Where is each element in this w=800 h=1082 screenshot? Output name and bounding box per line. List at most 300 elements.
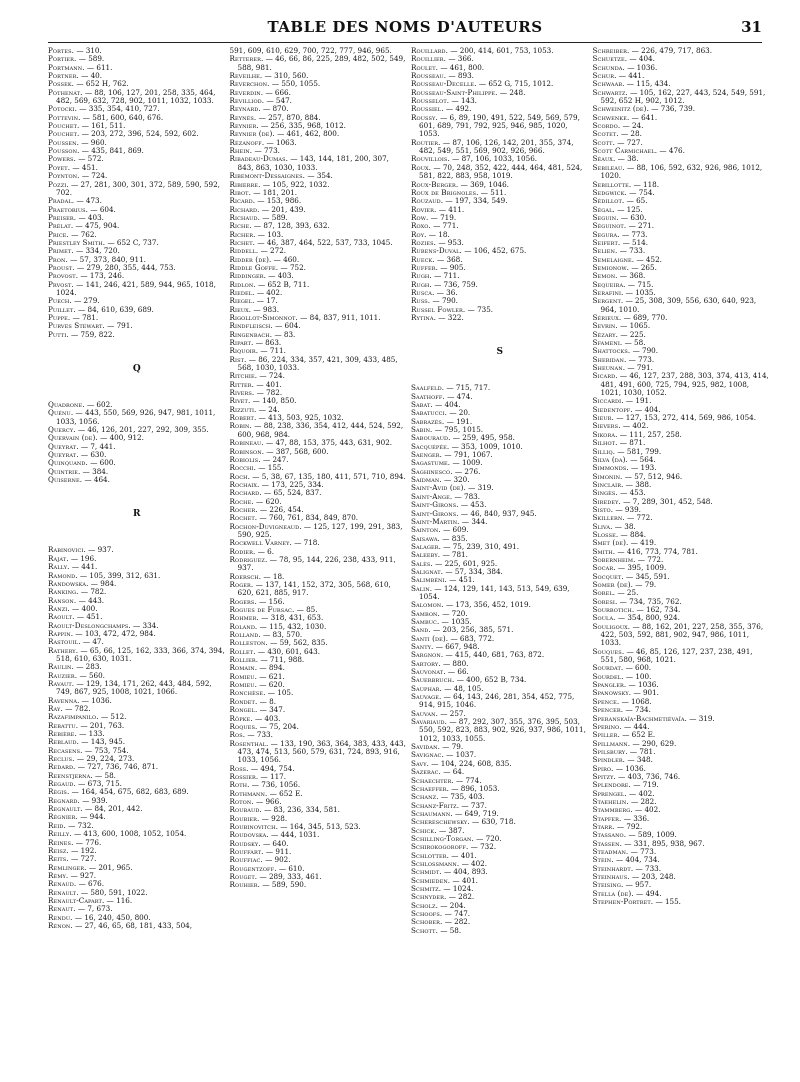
author-name: Purves Stewart. bbox=[48, 321, 105, 331]
index-entry bbox=[48, 922, 226, 930]
page-references: — 88, 238, 336, 354, 412, 444, 524, 592, 600, 968, 984. bbox=[237, 421, 404, 439]
author-name: Schwenke. bbox=[592, 112, 630, 122]
author-name: Steising. bbox=[592, 880, 624, 890]
index-entry bbox=[411, 927, 589, 935]
page-references: — 27, 46, 65, 68, 181, 433, 504, bbox=[75, 920, 193, 930]
page-references: — 781. bbox=[629, 746, 656, 756]
author-name: Rodier. bbox=[229, 546, 256, 556]
page-references: — 944. bbox=[80, 812, 106, 822]
page-references: — 164, 345, 513, 523. bbox=[280, 821, 361, 831]
page-references: — 38. bbox=[614, 521, 636, 531]
author-name: Pron. bbox=[48, 254, 68, 264]
page-references: — 773. bbox=[630, 847, 657, 856]
author-name: Rouffart. bbox=[229, 847, 264, 856]
author-name: Spence. bbox=[592, 696, 620, 706]
page-references: — 16, 240, 450, 800. bbox=[74, 912, 151, 922]
author-name: Raoult-Deslongchamps. bbox=[48, 620, 131, 630]
index-entry bbox=[411, 693, 589, 710]
author-name: Razafimpanilo. bbox=[48, 712, 99, 722]
page-references: — 196. bbox=[70, 553, 97, 563]
page-references: — 589, 1009. bbox=[628, 830, 677, 840]
author-name: Soula. bbox=[592, 613, 616, 623]
page-references: — 1037. bbox=[446, 750, 477, 760]
page-references: — 164, 454, 675, 682, 683, 689. bbox=[71, 787, 189, 797]
page-references: — 727. bbox=[617, 137, 643, 147]
author-name: Sagastume. bbox=[411, 458, 451, 468]
author-name: Provost. bbox=[48, 271, 79, 281]
page-references: — 752. bbox=[280, 262, 306, 272]
author-name: Semon. bbox=[592, 271, 618, 281]
author-name: Reynès. bbox=[229, 112, 257, 122]
page-title: TABLE DES NOMS D'AUTEURS bbox=[267, 18, 543, 36]
author-name: Reisz. bbox=[48, 845, 69, 855]
author-name: Ripart. bbox=[229, 338, 254, 348]
page-references: — 46, 126, 201, 227, 292, 309, 355. bbox=[77, 425, 209, 435]
page-references: — 415, 440, 681, 763, 872. bbox=[445, 650, 545, 660]
author-name: Sabat. bbox=[411, 400, 433, 410]
page-references: — 771. bbox=[433, 221, 459, 231]
author-name: Rondet. bbox=[229, 696, 258, 706]
author-name: Prvost. bbox=[48, 279, 74, 289]
page-references: — 451. bbox=[76, 612, 103, 622]
author-name: Selien. bbox=[592, 246, 618, 256]
author-name: Roubaud. bbox=[229, 805, 262, 815]
author-name: Rastouil. bbox=[48, 637, 81, 647]
author-name: Roulet. bbox=[411, 62, 439, 72]
author-name: Saint-Martin. bbox=[411, 516, 460, 526]
author-name: Spilsbury. bbox=[592, 746, 628, 756]
author-name: Saisawa. bbox=[411, 533, 440, 543]
page-number: 31 bbox=[741, 18, 762, 36]
author-name: Sargnon. bbox=[411, 650, 444, 660]
page-references: — 57, 512, 946. bbox=[624, 471, 683, 481]
page-references: — 564. bbox=[630, 454, 656, 464]
page-references: — 366. bbox=[448, 54, 474, 64]
page-references: — 937. bbox=[88, 545, 114, 555]
page-references: — 640. bbox=[262, 838, 289, 848]
page-references: — 589. bbox=[78, 54, 105, 64]
page-references: — 905. bbox=[440, 262, 466, 272]
author-name: Portner. bbox=[48, 71, 79, 81]
page-references: — 59, 562, 835. bbox=[270, 638, 328, 648]
page-references: — 762. bbox=[71, 229, 97, 239]
page-references: — 451. bbox=[72, 162, 98, 172]
index-entry bbox=[48, 647, 226, 664]
author-name: Schmidt. bbox=[411, 867, 442, 877]
author-name: Sédillot. bbox=[592, 196, 625, 206]
author-name: Sequeira. bbox=[592, 279, 626, 289]
page-references: — 310, 560. bbox=[264, 71, 309, 81]
author-name: Schmieden. bbox=[411, 875, 451, 885]
author-name: Potocki. bbox=[48, 104, 77, 114]
author-name: Saidman. bbox=[411, 475, 442, 485]
page-references: — 724. bbox=[259, 371, 285, 381]
index-entry bbox=[48, 680, 226, 697]
author-name: Stein. bbox=[592, 855, 614, 865]
page-references: — 7, 441. bbox=[80, 441, 116, 451]
page-references: — 403, 736, 746. bbox=[618, 771, 681, 781]
page-references: — 322. bbox=[438, 313, 464, 322]
page-references: — 400, 652 B, 734. bbox=[456, 675, 527, 685]
page-references: — 400, 912. bbox=[100, 433, 144, 443]
page-references: — 331, 895, 938, 967. bbox=[624, 838, 705, 848]
author-name: Rouffiac. bbox=[229, 855, 263, 865]
author-name: Rosenthal. bbox=[229, 738, 269, 748]
page-references: — 413, 600, 1008, 1052, 1054. bbox=[73, 829, 187, 839]
page-references: — 137, 141, 152, 372, 305, 568, 610, 620, 621, 885, 917. bbox=[237, 580, 391, 598]
author-name: Sieur. bbox=[592, 413, 614, 423]
page-references: — 25. bbox=[617, 588, 639, 598]
page-references: — 430, 601, 643. bbox=[257, 646, 320, 656]
index-entry bbox=[411, 164, 589, 181]
page-references: — 84, 610, 639, 689. bbox=[78, 304, 154, 314]
author-name: Prélat. bbox=[48, 221, 74, 231]
author-name: Renault-Capart. bbox=[48, 895, 105, 905]
page-references: — 719. bbox=[633, 780, 659, 790]
page-references: — 939. bbox=[615, 504, 641, 514]
author-name: Salin. bbox=[411, 583, 433, 593]
page-references: — 737. bbox=[461, 800, 487, 810]
page-references: — 572. bbox=[78, 154, 104, 164]
index-entry bbox=[593, 648, 771, 665]
author-name: Roy. bbox=[411, 229, 427, 239]
page-references: — 783. bbox=[454, 491, 481, 501]
page-references: — 404, 734. bbox=[615, 855, 660, 865]
page-references: — 547. bbox=[266, 96, 292, 106]
index-entry bbox=[48, 181, 226, 198]
author-name: Sfameni. bbox=[592, 338, 623, 348]
page-references: — 200, 414, 601, 753, 1053. bbox=[450, 46, 554, 55]
author-name: Schanz. bbox=[411, 792, 439, 802]
author-name: Sisto. bbox=[592, 504, 614, 514]
page-references: 591, 609, 610, 629, 700, 722, 777, 946, 965. bbox=[229, 46, 392, 55]
page-references: — 474. bbox=[447, 391, 473, 401]
author-name: Sand. bbox=[411, 625, 431, 635]
author-name: Saint-Ange. bbox=[411, 491, 453, 501]
author-name: Rhein. bbox=[229, 146, 253, 156]
author-name: Renault. bbox=[48, 887, 79, 897]
page-references: — 84, 201, 442. bbox=[85, 804, 143, 814]
page-references: — 83, 236, 334, 581. bbox=[264, 805, 340, 815]
page-references: — 630, 718. bbox=[471, 817, 516, 827]
author-name: Saalfeld. bbox=[411, 383, 445, 393]
author-name: Rendu. bbox=[48, 912, 73, 922]
page-references: — 413, 503, 925, 1032. bbox=[258, 413, 344, 423]
index-entry bbox=[411, 314, 589, 322]
page-references: — 453. bbox=[620, 488, 646, 498]
author-name: Revilliod. bbox=[229, 96, 265, 106]
index-entry bbox=[411, 139, 589, 156]
page-references: — 395, 1009. bbox=[617, 563, 667, 573]
page-references: — 47, 88, 153, 375, 443, 631, 902. bbox=[266, 438, 393, 448]
page-references: — 667, 948. bbox=[435, 642, 480, 651]
author-name: Pousson. bbox=[48, 146, 80, 156]
author-name: Riegel. bbox=[229, 296, 255, 306]
author-name: Roger. bbox=[229, 580, 254, 589]
author-name: Scott. bbox=[592, 137, 615, 147]
author-name: Schereschewsky. bbox=[411, 817, 470, 827]
author-name: Rugh. bbox=[411, 279, 432, 289]
page-references: — 201, 439. bbox=[261, 204, 306, 214]
author-name: Souques. bbox=[592, 646, 625, 656]
page-references: — 344. bbox=[461, 516, 488, 526]
author-name: Pozzi. bbox=[48, 179, 69, 189]
index-entry bbox=[48, 281, 226, 298]
author-name: Sliva. bbox=[592, 521, 613, 531]
author-name: Ritter. bbox=[229, 379, 255, 389]
author-name: Quiserne. bbox=[48, 475, 83, 485]
page-references: — 1068. bbox=[621, 696, 652, 706]
author-name: Spanowsky. bbox=[592, 688, 632, 698]
author-name: Richard. bbox=[229, 204, 260, 214]
page-references: — 927. bbox=[70, 870, 97, 880]
author-name: Sikora. bbox=[592, 429, 618, 439]
author-name: Riquoir. bbox=[229, 346, 259, 356]
author-name: Sprengel. bbox=[592, 788, 627, 798]
page-references: — 602. bbox=[86, 400, 113, 410]
page-references: — 581, 799. bbox=[617, 446, 662, 456]
page-references: — 271. bbox=[628, 221, 655, 231]
page-references: — 124, 129, 141, 143, 513, 549, 639, 1054. bbox=[419, 583, 570, 601]
author-name: Sourdat. bbox=[592, 663, 624, 673]
author-name: Scholz. bbox=[411, 900, 438, 910]
page-references: — 649, 719. bbox=[455, 808, 499, 818]
page-references: — 760, 761, 834, 849, 870. bbox=[259, 513, 359, 523]
author-name: Rochet. bbox=[229, 513, 258, 523]
author-name: Schanz-Fritz. bbox=[411, 800, 460, 810]
page-references: — 791, 1067. bbox=[444, 450, 493, 460]
page-references: — 401. bbox=[452, 875, 478, 885]
author-name: Simonin. bbox=[592, 471, 623, 481]
page-references: — 58. bbox=[440, 925, 462, 935]
author-name: Quinquand. bbox=[48, 458, 88, 468]
author-name: Silliq. bbox=[592, 446, 616, 456]
page-references: — 580, 591, 1022. bbox=[80, 887, 148, 897]
page-references: — 116. bbox=[106, 895, 133, 905]
page-references: — 272. bbox=[260, 246, 287, 256]
author-name: Schaumann. bbox=[411, 808, 453, 818]
author-name: Savignac. bbox=[411, 750, 444, 760]
author-name: Reilly. bbox=[48, 829, 72, 839]
author-name: Ranking. bbox=[48, 587, 79, 597]
page-references: — 368. bbox=[619, 271, 646, 281]
page-references: — 247. bbox=[262, 454, 289, 464]
author-name: Savariaud. bbox=[411, 717, 448, 727]
author-name: Schweinitz (de). bbox=[592, 104, 649, 114]
author-name: Robiolis. bbox=[229, 454, 261, 464]
page-references: — 75, 239, 310, 491. bbox=[443, 541, 520, 551]
page-references: — 1036. bbox=[628, 680, 659, 690]
page-references: — 84, 837, 911, 1011. bbox=[300, 313, 381, 322]
page-references: — 734, 735, 762. bbox=[619, 596, 682, 606]
page-references: — 444. bbox=[624, 721, 650, 731]
page-references: — 727, 736, 746, 871. bbox=[77, 762, 159, 772]
author-name: Schick. bbox=[411, 825, 437, 835]
author-name: Ronchèse. bbox=[229, 688, 266, 698]
page-references: — 773. bbox=[254, 146, 280, 156]
page-references: — 70, 248, 352, 422, 444, 464, 481, 524, 581, 822, 883, 958, 1019. bbox=[419, 162, 583, 181]
page-references: — 476. bbox=[659, 146, 685, 156]
page-references: — 46, 127, 237, 288, 303, 374, 413, 414, 481, 491, 600, 725, 794, 925, 982, 1008, 1021, 1030, 1052. bbox=[600, 371, 769, 398]
page-references: — 443. bbox=[78, 595, 105, 605]
index-entry bbox=[593, 372, 771, 397]
author-name: Smet (de). bbox=[592, 538, 629, 548]
author-name: Rally. bbox=[48, 562, 70, 572]
author-name: Ramond. bbox=[48, 570, 78, 580]
author-name: Schuetze. bbox=[592, 54, 628, 64]
page-references: — 193. bbox=[631, 463, 657, 473]
page-references: — 402. bbox=[629, 788, 655, 798]
author-name: Rolleston. bbox=[229, 638, 268, 648]
page-references: — 475, 904. bbox=[75, 221, 120, 231]
author-name: Sievers. bbox=[592, 421, 621, 431]
author-name: Roussy. bbox=[411, 112, 438, 122]
index-entry bbox=[48, 89, 226, 106]
author-name: Schoofs. bbox=[411, 909, 443, 918]
page-references: — 666. bbox=[265, 87, 291, 97]
author-name: Powers. bbox=[48, 154, 76, 164]
author-name: Sabrazès. bbox=[411, 416, 445, 426]
page-references: — 404, 893. bbox=[443, 867, 488, 877]
page-references: — 353, 1009, 1010. bbox=[451, 441, 523, 451]
page-references: — 289, 333, 461. bbox=[259, 872, 322, 882]
page-references: — 600. bbox=[90, 458, 116, 468]
author-name: Sauvonat. bbox=[411, 667, 446, 677]
page-references: — 85. bbox=[296, 605, 318, 615]
page-references: — 727. bbox=[70, 854, 97, 864]
author-name: Proust. bbox=[48, 262, 75, 272]
author-name: Sézary. bbox=[592, 329, 619, 339]
author-name: Schlotter. bbox=[411, 850, 449, 860]
page-references: — 773. bbox=[621, 229, 648, 239]
page-references: — 310. bbox=[76, 46, 102, 55]
author-name: Rollet. bbox=[229, 646, 256, 656]
author-name: Schilling-Torgan. bbox=[411, 833, 474, 843]
page-references: — 87, 106, 1033, 1056. bbox=[452, 154, 538, 164]
page-references: — 257. bbox=[440, 708, 466, 718]
author-name: Reynier (de). bbox=[229, 129, 275, 139]
author-name: Reines. bbox=[48, 837, 74, 847]
page-references: — 64, 143, 246, 281, 354, 452, 775, 914, 915, 1046. bbox=[419, 692, 575, 710]
author-name: Reveilhe. bbox=[229, 71, 263, 81]
page-references: — 403. bbox=[78, 212, 104, 222]
author-name: Portes. bbox=[48, 46, 75, 55]
page-references: — 1036. bbox=[615, 763, 646, 773]
index-column-1 bbox=[48, 47, 226, 935]
author-name: Richaud. bbox=[229, 212, 260, 222]
page-references: — 514. bbox=[622, 237, 649, 247]
page-references: — 57, 334, 384. bbox=[445, 566, 503, 576]
index-entry bbox=[230, 523, 408, 540]
author-name: Semelaigne. bbox=[592, 254, 635, 264]
author-name: Roche. bbox=[229, 496, 254, 506]
index-entry bbox=[230, 556, 408, 573]
page-references: — 863. bbox=[255, 338, 282, 348]
author-name: Sourdel. bbox=[592, 671, 624, 681]
page-references: — 734. bbox=[625, 705, 651, 715]
author-name: Segura. bbox=[592, 229, 620, 239]
author-name: Romieu. bbox=[229, 680, 257, 690]
author-name: Savidan. bbox=[411, 742, 440, 752]
author-name: Roubinovitch. bbox=[229, 821, 278, 831]
page-references: — 58. bbox=[624, 338, 646, 348]
page-references: — 86, 224, 334, 357, 421, 309, 433, 485, 568, 1030, 1033. bbox=[237, 354, 398, 373]
page-references: — 24. bbox=[258, 404, 280, 414]
page-references: — 966. bbox=[256, 796, 282, 806]
author-name: Poynton. bbox=[48, 171, 80, 181]
author-name: Speranskaïa-Bachmetiévaïa. bbox=[592, 713, 687, 723]
author-name: Roxo. bbox=[411, 221, 431, 231]
author-name: Portmann. bbox=[48, 62, 85, 72]
author-name: Robin. bbox=[229, 421, 252, 431]
page-references: — 24. bbox=[622, 121, 644, 131]
page-references: — 105, 922, 1032. bbox=[262, 179, 330, 189]
author-name: Spitzy. bbox=[592, 771, 616, 781]
author-name: Seifert. bbox=[592, 237, 621, 247]
page-references: — 652 C, 737. bbox=[107, 237, 159, 247]
author-name: Stassano. bbox=[592, 830, 627, 840]
page-references: — 29, 224, 273. bbox=[76, 754, 135, 764]
page-references: — 416, 773, 774, 781. bbox=[617, 546, 698, 556]
author-name: Rappin. bbox=[48, 628, 74, 638]
author-name: Schunda. bbox=[592, 62, 625, 72]
author-name: Steinhaus. bbox=[592, 872, 630, 882]
page-references: — 609. bbox=[443, 525, 469, 535]
author-name: Sorel. bbox=[592, 588, 616, 598]
author-name: Richer. bbox=[229, 229, 256, 239]
author-name: Schott. bbox=[411, 925, 438, 935]
page-references: — 795, 1015. bbox=[434, 425, 484, 435]
author-name: Romain. bbox=[229, 663, 258, 673]
page-references: — 411. bbox=[438, 204, 465, 214]
author-name: Saathoff. bbox=[411, 391, 445, 401]
author-name: Rubens-Duval. bbox=[411, 246, 462, 256]
page-references: — 791. bbox=[627, 363, 653, 373]
author-name: Riddle Goffe. bbox=[229, 262, 279, 272]
author-name: Rongel. bbox=[229, 705, 258, 715]
page-references: — 461, 462, 800. bbox=[277, 129, 340, 139]
author-name: Stammberg. bbox=[592, 805, 633, 815]
page-references: — 753, 754. bbox=[84, 745, 129, 755]
author-name: Ros. bbox=[229, 730, 246, 740]
page-references: — 589. bbox=[262, 212, 288, 222]
page-references: — 276. bbox=[454, 466, 481, 476]
author-name: Stephen-Portret. bbox=[592, 897, 654, 907]
author-name: Singès. bbox=[592, 488, 618, 498]
author-name: Reynier. bbox=[229, 121, 259, 131]
page-references: — 25, 308, 309, 556, 630, 640, 923, 964, 1010. bbox=[600, 296, 757, 314]
page-references: — 65, 524, 837. bbox=[263, 488, 322, 498]
index-columns bbox=[48, 47, 770, 935]
author-name: Spiller. bbox=[592, 730, 620, 740]
page-references: — 1065. bbox=[620, 321, 651, 331]
author-name: Salomon. bbox=[411, 600, 444, 610]
author-name: Sauphar. bbox=[411, 683, 442, 693]
index-entry bbox=[230, 881, 408, 889]
index-entry bbox=[593, 898, 771, 906]
author-name: Schnyder. bbox=[411, 892, 447, 902]
page-references: — 435, 841, 869. bbox=[81, 146, 144, 156]
page-references: — 401. bbox=[256, 379, 282, 389]
author-name: Rogues de Fursac. bbox=[229, 605, 295, 615]
page-references: — 790. bbox=[432, 296, 458, 306]
page-references: — 880. bbox=[442, 658, 469, 668]
page-references: — 792. bbox=[616, 821, 643, 831]
author-name: Sauvage. bbox=[411, 692, 442, 702]
page-references: — 652 B, 711. bbox=[257, 279, 310, 289]
page-references: — 402. bbox=[622, 421, 649, 431]
page-references: — 782. bbox=[80, 587, 107, 597]
